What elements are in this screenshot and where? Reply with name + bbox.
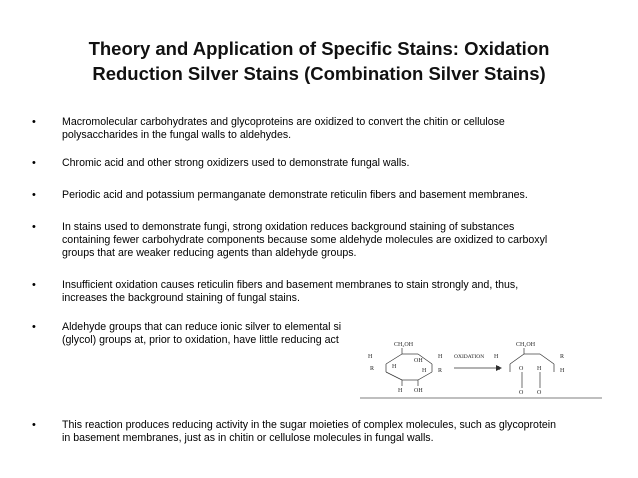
bullet-text (62, 419, 610, 445)
title-line-1: Theory and Application of Specific Stains: Oxidation (88, 38, 550, 59)
bullet-dot: • (32, 189, 36, 201)
bullet-line: Periodic acid and potassium permanganate demonstrate reticulin fibers and basement membranes. (62, 189, 528, 201)
bullet-dot: • (32, 221, 36, 233)
bullet-line: polysaccharides in the fungal walls to aldehydes. (62, 129, 292, 141)
bullet-dot: • (32, 279, 36, 291)
atom-label-h: H (494, 354, 499, 360)
ch2oh-right-label: CH₂OH (516, 342, 536, 348)
oxidation-label: OXIDATION (454, 354, 485, 360)
bullet-line: In stains used to demonstrate fungi, strong oxidation reduces background staining of substances (62, 221, 515, 233)
atom-label-h: H (560, 368, 565, 374)
bullet-line: groups that are weaker reducing agents than aldehyde groups. (62, 247, 357, 259)
bond-line (386, 354, 402, 364)
bullet-line: Chromic acid and other strong oxidizers used to demonstrate fungal walls. (62, 157, 410, 169)
atom-label-h: H (392, 364, 397, 370)
bullet-text (62, 116, 610, 142)
atom-label-h: H (398, 388, 403, 394)
oxidation-reaction-figure (356, 328, 606, 400)
bond-line (540, 354, 554, 364)
atom-label-o: O (537, 390, 542, 396)
bullet-text (62, 189, 610, 202)
bullet-text (62, 279, 610, 305)
atom-label-oh: OH (414, 388, 423, 394)
atom-label-h: H (422, 368, 427, 374)
bullet-dot: • (32, 157, 36, 169)
bullet-dot: • (32, 419, 36, 431)
atom-label-r: R (370, 366, 375, 372)
bullet-line: containing fewer carbohydrate components because some aldehyde molecules are oxidized to carboxyl (62, 234, 548, 246)
bullet-line: Aldehyde groups that can reduce ionic silver to elemental si (62, 321, 342, 333)
slide-title (40, 36, 598, 86)
bullet-line: Macromolecular carbohydrates and glycoproteins are oxidized to convert the chitin or cellulose (62, 116, 505, 128)
bond-line (510, 354, 524, 364)
bullet-line: Insufficient oxidation causes reticulin fibers and basement membranes to stain strongly and, thus, (62, 279, 519, 291)
title-line-2: Reduction Silver Stains (Combination Silver Stains) (92, 63, 546, 84)
bullet-text (62, 157, 610, 170)
bullet-text (62, 221, 610, 260)
atom-label-r: R (560, 354, 565, 360)
atom-label-h: H (438, 354, 443, 360)
bullet-line: (glycol) groups at, prior to oxidation, have little reducing act (62, 334, 339, 346)
bullet-line: This reaction produces reducing activity in the sugar moieties of complex molecules, such as glycoprotein (62, 419, 557, 431)
bullet-dot: • (32, 116, 36, 128)
bullet-line: increases the background staining of fungal stains. (62, 292, 300, 304)
atom-label-r: R (438, 368, 443, 374)
atom-label-o: O (519, 366, 524, 372)
bond-line (386, 372, 402, 380)
ch2oh-left-label: CH₂OH (394, 342, 414, 348)
atom-label-h: H (368, 354, 373, 360)
atom-label-h: H (537, 366, 542, 372)
atom-label-r: R (496, 366, 501, 372)
bullet-line: in basement membranes, just as in chitin or cellulose molecules in fungal walls. (62, 432, 434, 444)
atom-label-o: O (519, 390, 524, 396)
atom-label-oh: OH (414, 358, 423, 364)
bullet-dot: • (32, 321, 36, 333)
